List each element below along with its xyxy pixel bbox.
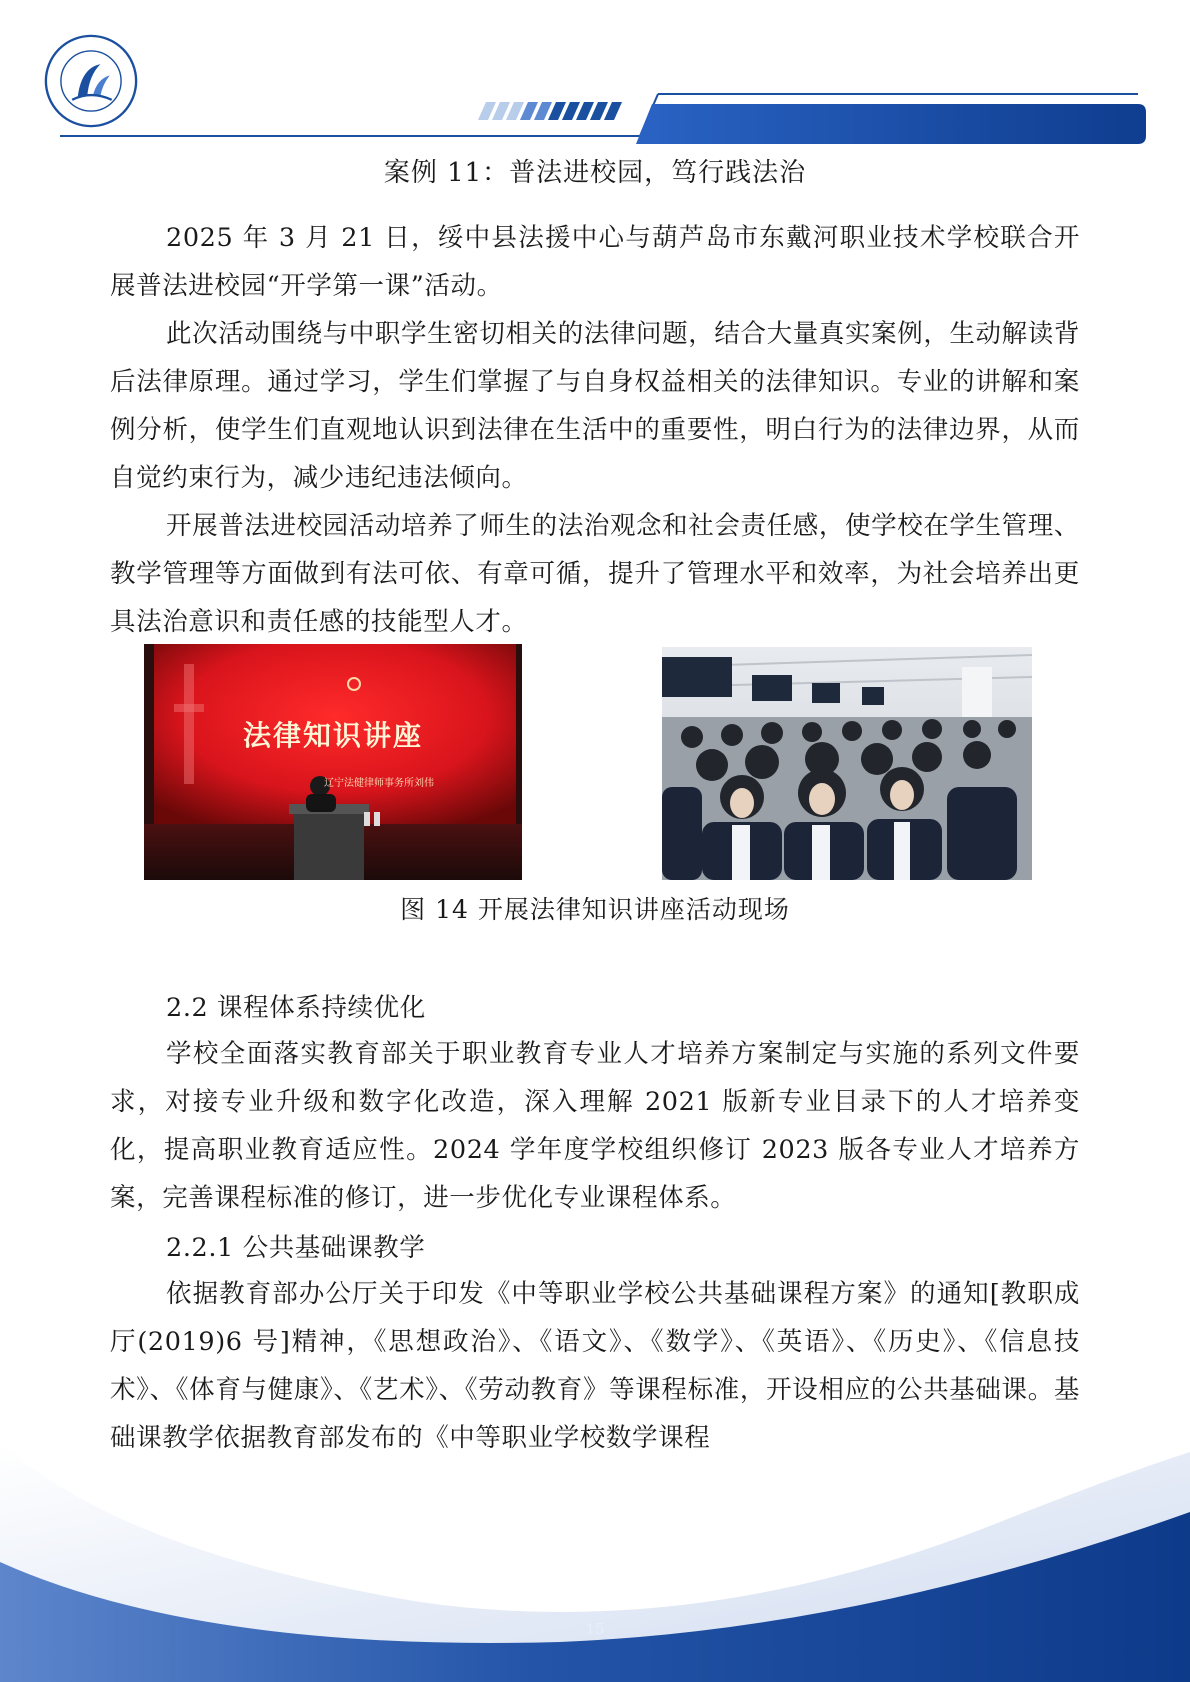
- case-paragraph-1: 2025 年 3 月 21 日，绥中县法援中心与葫芦岛市东戴河职业技术学校联合开展普法进校园“开学第一课”活动。: [110, 223, 1080, 301]
- lecture-photo: [144, 644, 522, 880]
- case-title: 案例 11：普法进校园，笃行践法治: [383, 158, 807, 188]
- screen-title: 法律知识讲座: [242, 719, 423, 752]
- section-paragraph-2-2-1: 依据教育部办公厅关于印发《中等职业学校公共基础课程方案》的通知[教职成厅(2019)6 号]精神，《思想政治》、《语文》、《数学》、《英语》、《历史》、《信息技术》、《体育与健康》、《艺术》、《劳动教育》等课程标准，开设相应的公共基础课。基础课教学依据教育部发布的《中等职业学校数学课程: [110, 1279, 1080, 1453]
- school-logo: [44, 34, 138, 128]
- section-heading-2-2-1: 2.2.1 公共基础课教学: [166, 1233, 426, 1263]
- audience-photo: [662, 647, 1032, 880]
- section-paragraph-2-2: 学校全面落实教育部关于职业教育专业人才培养方案制定与实施的系列文件要求，对接专业升级和数字化改造，深入理解 2021 版新专业目录下的人才培养变化，提高职业教育适应性。2024 学年度学校组织修订 2023 版各专业人才培养方案，完善课程标准的修订，进一步优化专业课程体系。: [110, 1039, 1080, 1213]
- case-paragraph-2: 此次活动围绕与中职学生密切相关的法律问题，结合大量真实案例，生动解读背后法律原理。通过学习，学生们掌握了与自身权益相关的法律知识。专业的讲解和案例分析，使学生们直观地认识到法律在生活中的重要性，明白行为的法律边界，从而自觉约束行为，减少违纪违法倾向。: [110, 319, 1080, 493]
- section-heading-2-2: 2.2 课程体系持续优化: [166, 993, 426, 1023]
- header-decoration: [0, 0, 1190, 160]
- footer-wave: [0, 1402, 1190, 1682]
- page-number: 15: [585, 1620, 605, 1638]
- case-paragraph-3: 开展普法进校园活动培养了师生的法治观念和社会责任感，使学校在学生管理、教学管理等方面做到有法可依、有章可循，提升了管理水平和效率，为社会培养出更具法治意识和责任感的技能型人才。: [110, 511, 1080, 637]
- screen-subtitle: 辽宁法健律师事务所刘伟: [324, 778, 434, 789]
- figure-caption: 图 14 开展法律知识讲座活动现场: [400, 895, 790, 924]
- page-header: [0, 0, 1190, 160]
